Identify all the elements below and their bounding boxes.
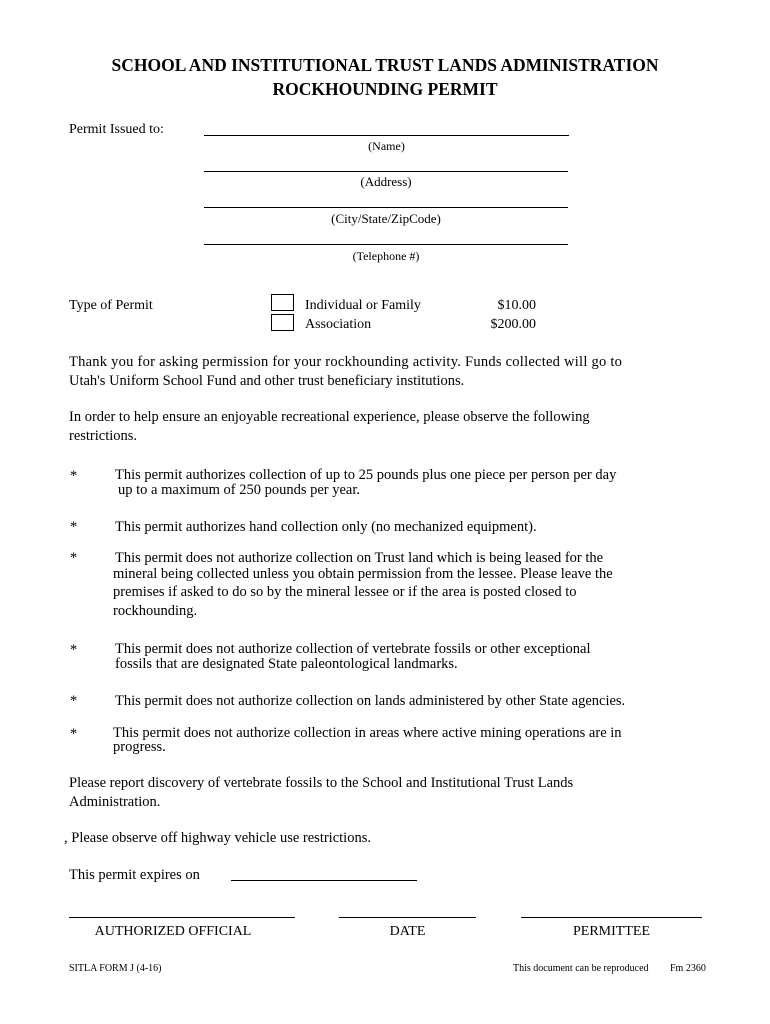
telephone-line[interactable] (204, 244, 568, 245)
restriction-3-line-1: This permit does not authorize collection on Trust land which is being leased for the (115, 550, 604, 566)
restriction-6-line-1: This permit does not authorize collection in areas where active mining operations are in (113, 725, 622, 741)
thank-you-line-2: Utah's Uniform School Fund and other trust beneficiary institutions. (69, 373, 465, 389)
restriction-2-line-1: This permit authorizes hand collection only (no mechanized equipment). (115, 519, 537, 535)
address-caption: (Address) (360, 174, 412, 189)
name-line[interactable] (204, 135, 569, 136)
expiration-date-line[interactable] (231, 880, 417, 881)
report-fossils-line-2: Administration. (69, 794, 161, 810)
bullet: * (70, 726, 78, 742)
restriction-6-line-2: progress. (113, 739, 166, 755)
expires-label: This permit expires on (69, 867, 200, 883)
restriction-3-line-2: mineral being collected unless you obtain permission from the lessee. Please leave the (113, 566, 613, 582)
observe-line-1: In order to help ensure an enjoyable recreational experience, please observe the following (69, 409, 590, 425)
city-state-zip-line[interactable] (204, 207, 568, 208)
individual-family-price: $10.00 (497, 298, 536, 313)
permittee-label: PERMITTEE (573, 924, 650, 939)
bullet: * (70, 693, 78, 709)
form-id: SITLA FORM J (4-16) (69, 963, 162, 974)
restriction-3-line-4: rockhounding. (113, 603, 198, 619)
ohv-restrictions-line: , Please observe off highway vehicle use restrictions. (64, 830, 371, 846)
restriction-1-line-1: This permit authorizes collection of up to 25 pounds plus one piece per person per day (115, 467, 617, 483)
restriction-5-line-1: This permit does not authorize collection on lands administered by other State agencies. (115, 693, 626, 709)
restriction-4-line-1: This permit does not authorize collection of vertebrate fossils or other exceptional (115, 641, 591, 657)
city-state-zip-caption: (City/State/ZipCode) (331, 211, 441, 226)
authorized-official-label: AUTHORIZED OFFICIAL (94, 924, 252, 939)
address-line[interactable] (204, 171, 568, 172)
authorized-official-signature-line[interactable] (69, 917, 295, 918)
title-line-2: ROCKHOUNDING PERMIT (272, 79, 498, 99)
restriction-3-line-3: premises if asked to do so by the mineral lessee or if the area is posted closed to (113, 584, 577, 600)
association-checkbox[interactable] (271, 314, 294, 331)
form-number: Fm 2360 (670, 963, 706, 974)
individual-family-checkbox[interactable] (271, 294, 294, 311)
reproduce-note: This document can be reproduced (513, 963, 649, 974)
bullet: * (70, 519, 78, 535)
restriction-1-line-2: up to a maximum of 250 pounds per year. (118, 482, 361, 498)
report-fossils-line-1: Please report discovery of vertebrate fossils to the School and Institutional Trust Lands (69, 775, 574, 791)
observe-line-2: restrictions. (69, 428, 138, 444)
date-label: DATE (389, 924, 426, 939)
telephone-caption: (Telephone #) (352, 249, 420, 263)
bullet: * (70, 642, 78, 658)
association-price: $200.00 (490, 317, 536, 332)
thank-you-line-1: Thank you for asking permission for your rockhounding activity. Funds collected will go to (69, 354, 623, 370)
type-of-permit-label: Type of Permit (69, 298, 153, 313)
date-signature-line[interactable] (339, 917, 476, 918)
bullet: * (70, 550, 78, 566)
bullet: * (70, 468, 78, 484)
restriction-4-line-2: fossils that are designated State paleontological landmarks. (115, 656, 458, 672)
association-label: Association (305, 317, 372, 332)
title-line-1: SCHOOL AND INSTITUTIONAL TRUST LANDS ADMINISTRATION (111, 55, 659, 75)
name-caption: (Name) (368, 139, 405, 153)
permit-issued-to-label: Permit Issued to: (69, 122, 164, 137)
individual-family-label: Individual or Family (305, 298, 421, 313)
permittee-signature-line[interactable] (521, 917, 702, 918)
